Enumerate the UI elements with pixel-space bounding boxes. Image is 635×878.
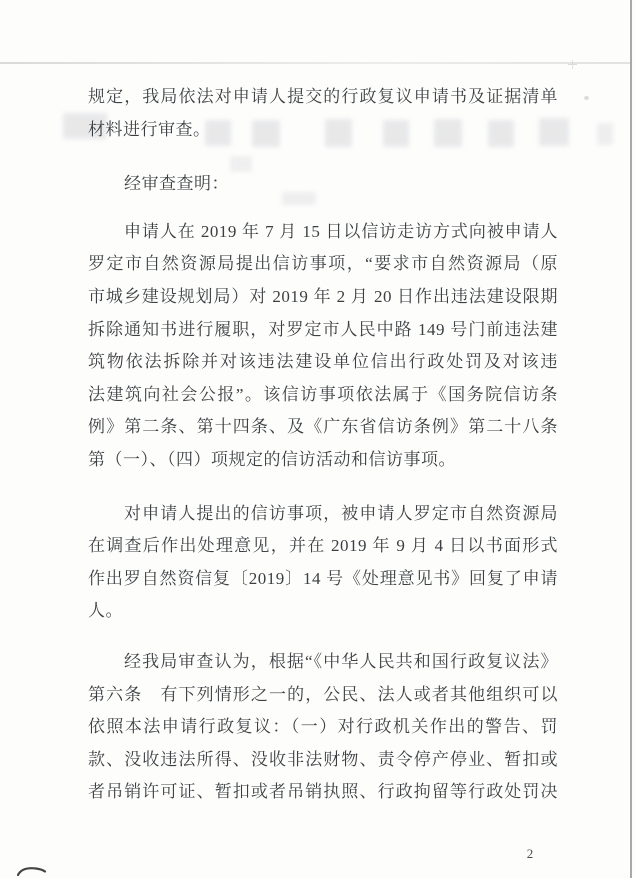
scan-cross-artifact: [568, 60, 577, 69]
handwritten-mark: [16, 864, 48, 878]
text-line: 人。: [88, 601, 123, 621]
document-body: [88, 81, 558, 809]
text-line: 市城乡建设规划局）对 2019 年 2 月 20 日作出违法建设限期: [88, 286, 558, 306]
text-line: 第（一）、（四）项规定的信访活动和信访事项。: [88, 449, 456, 469]
text-line: 规定，我局依法对申请人提交的行政复议申请书及证据清单: [88, 87, 558, 106]
page-number: 2: [526, 846, 534, 861]
paragraph: [88, 216, 558, 477]
scan-top-edge-line: [0, 62, 631, 64]
text-line: 申请人在 2019 年 7 月 15 日以信访走访方式向被申请人: [124, 221, 558, 241]
text-line: 筑物依法拆除并对该违法建设单位信出行政处罚及对该违: [88, 352, 558, 372]
bleed-through-artifact: [597, 123, 613, 145]
scan-dot-artifact: [584, 96, 589, 100]
text-line: 材料进行审查。: [88, 119, 211, 139]
text-line: 经我局审查认为，根据“《中华人民共和国行政复议法》: [124, 651, 558, 671]
paragraph: [88, 168, 558, 201]
scan-right-edge-line: [630, 0, 632, 878]
text-line: 作出罗自然资信复〔2019〕14 号《处理意见书》回复了申请: [88, 568, 558, 588]
text-line: 依照本法申请行政复议：（一）对行政机关作出的警告、罚: [88, 717, 558, 737]
text-line: 拆除通知书进行履职，对罗定市人民中路 149 号门前违法建: [88, 319, 558, 339]
text-line: 在调查后作出处理意见，并在 2019 年 9 月 4 日以书面形式: [88, 536, 558, 556]
paragraph: [88, 498, 558, 628]
text-line: 款、没收违法所得、没收非法财物、责令停产停业、暂扣或: [88, 749, 558, 769]
paragraph: [88, 81, 558, 146]
text-line: 法建筑向社会公报”。该信访事项依法属于《国务院信访条: [88, 384, 558, 404]
paragraph: [88, 646, 558, 809]
text-line: 经审查查明：: [124, 174, 229, 194]
text-line: 第六条 有下列情形之一的，公民、法人或者其他组织可以: [88, 684, 558, 704]
text-line: 对申请人提出的信访事项，被申请人罗定市自然资源局: [124, 503, 558, 523]
text-line: 罗定市自然资源局提出信访事项，“要求市自然资源局（原: [88, 254, 558, 274]
text-line: 例》第二条、第十四条、及《广东省信访条例》第二十八条: [88, 417, 558, 437]
text-line: 者吊销许可证、暂扣或者吊销执照、行政拘留等行政处罚决: [88, 782, 558, 802]
